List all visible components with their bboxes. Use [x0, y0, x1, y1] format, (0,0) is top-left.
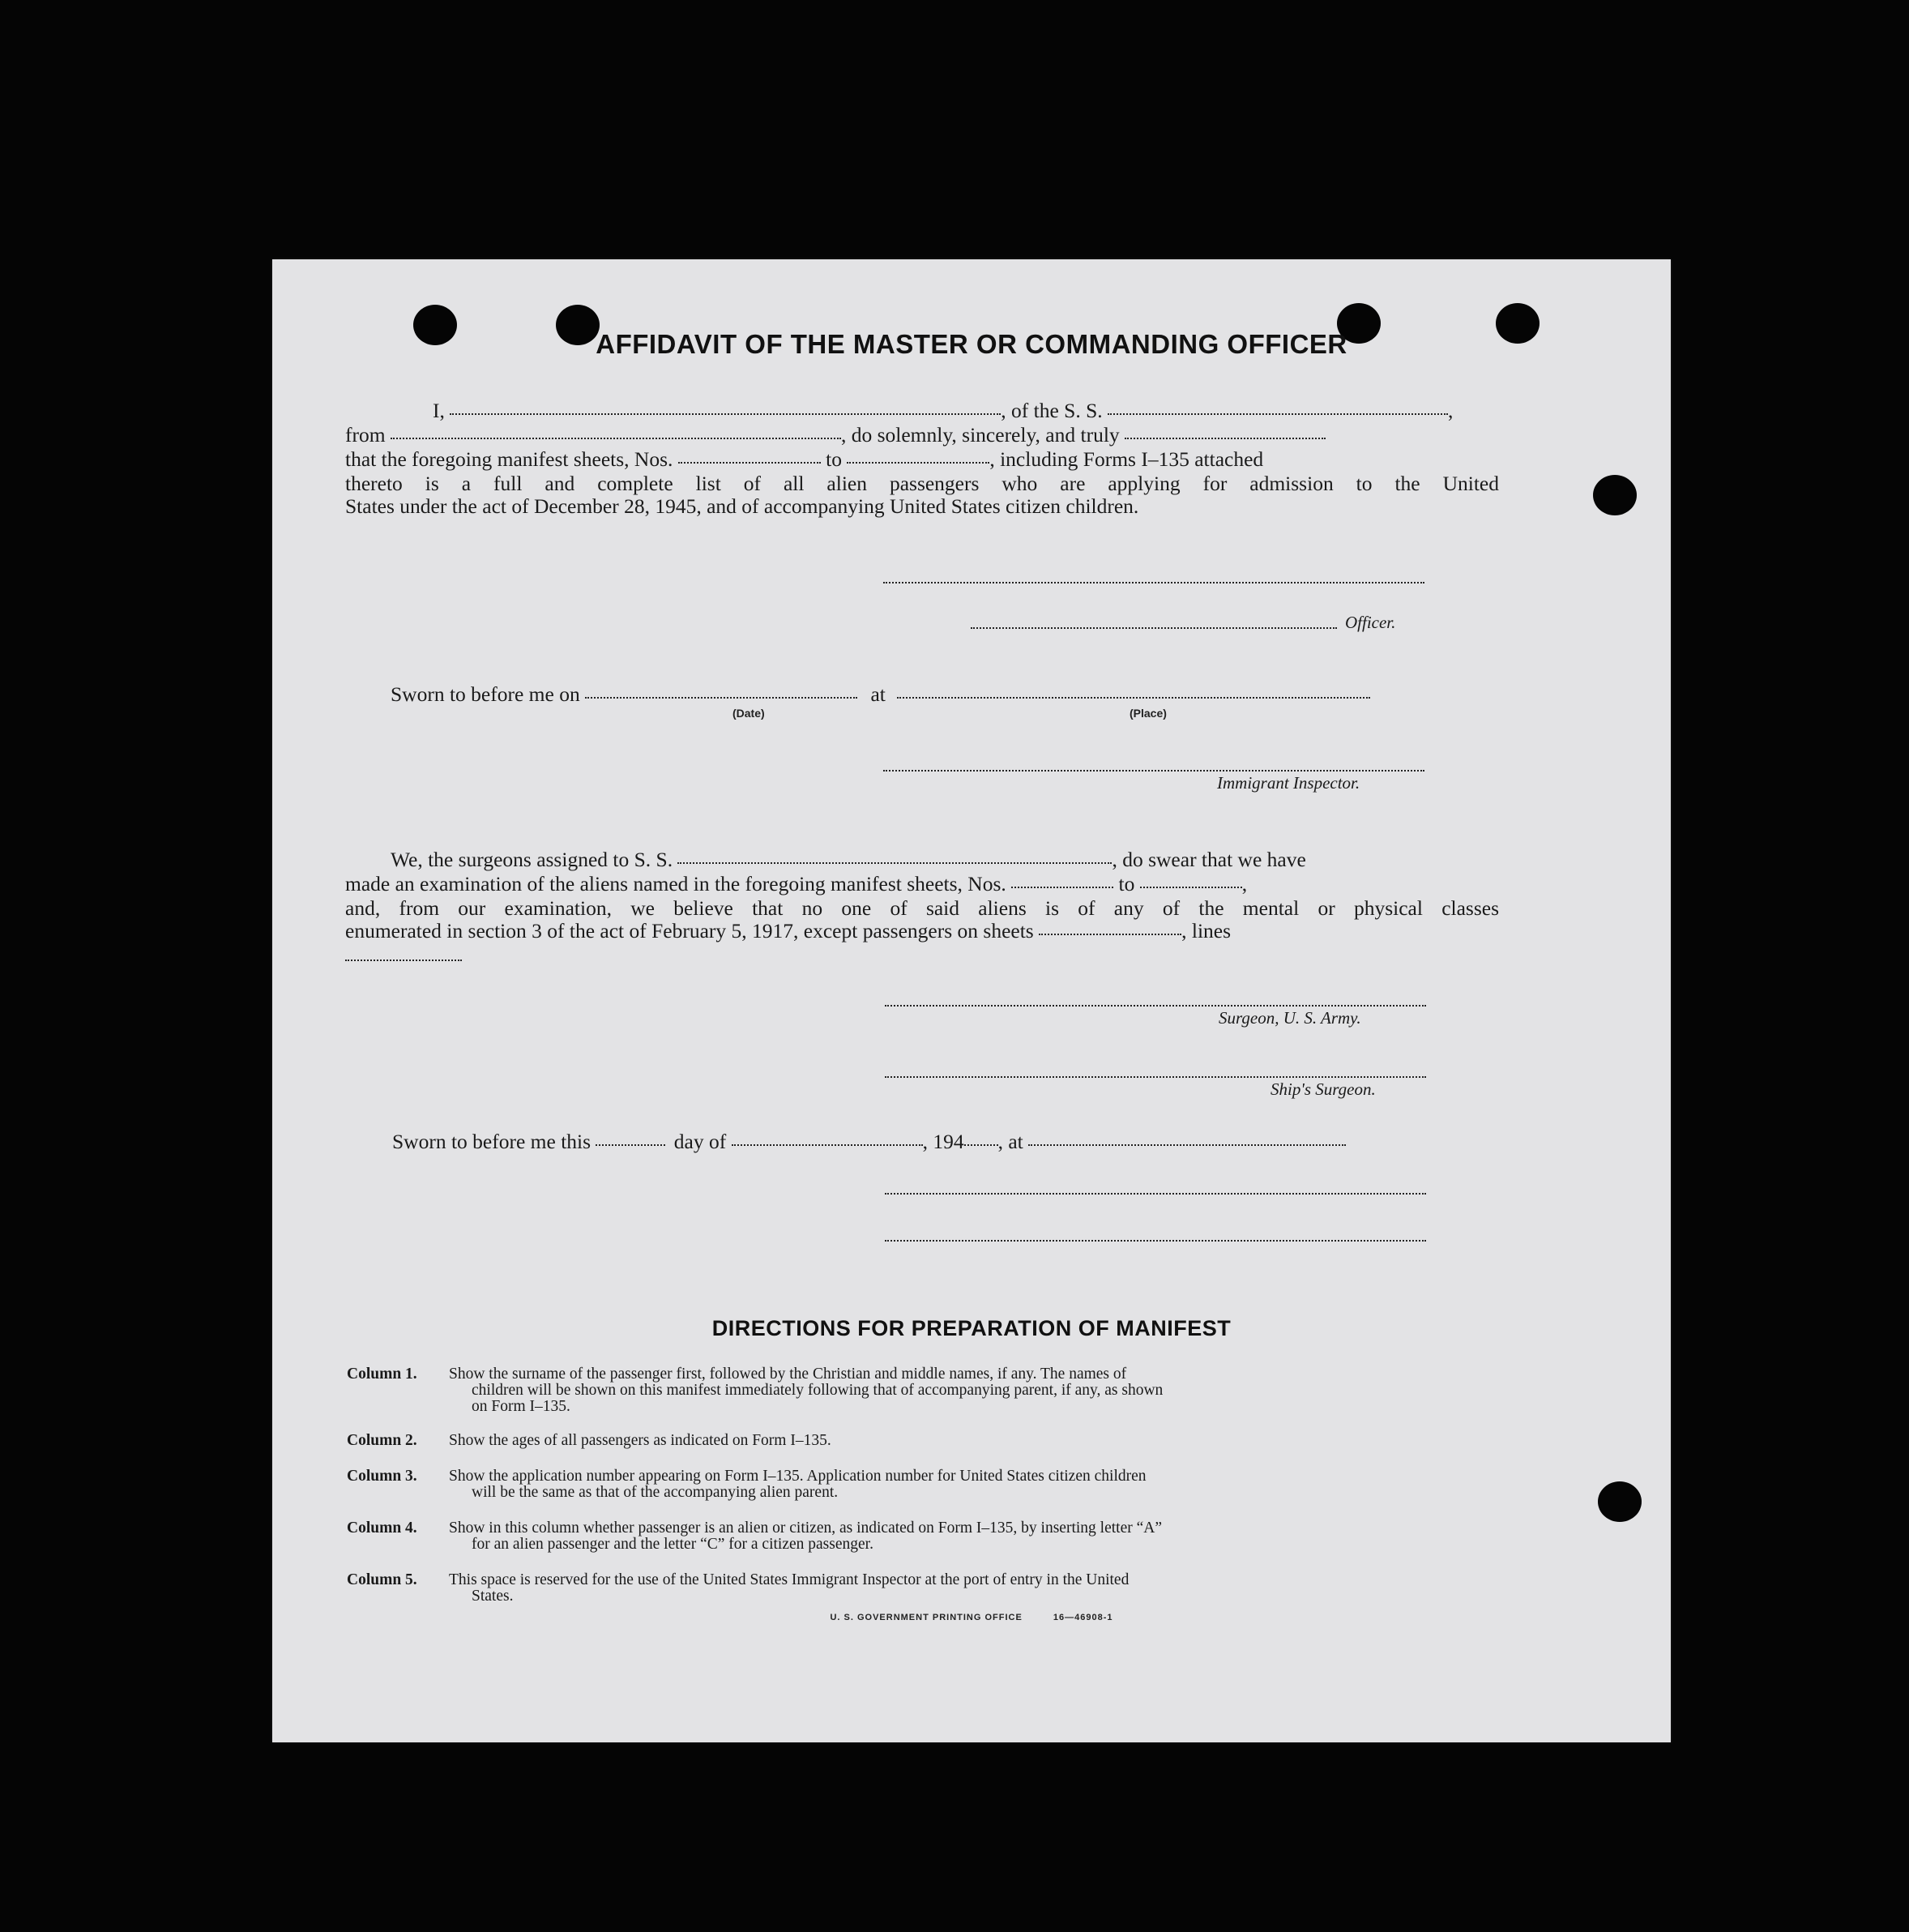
direction-column-2 [347, 1433, 1497, 1449]
text: to [1118, 872, 1135, 895]
text: , including Forms I–135 attached [989, 447, 1264, 471]
text: , at [997, 1130, 1023, 1153]
officer-signature-line[interactable] [971, 627, 1337, 629]
text: We, the surgeons assigned to S. S. [391, 848, 673, 871]
army-surgeon-signature-line[interactable] [885, 1005, 1426, 1007]
printer-footer [272, 1613, 1671, 1622]
sworn-month-field[interactable] [732, 1143, 923, 1146]
column-label: Column 4. [347, 1520, 417, 1537]
sheet-to-field[interactable] [847, 461, 989, 464]
date-label: (Date) [732, 707, 765, 720]
text: , of the S. S. [1001, 399, 1103, 422]
direction-column-3 [347, 1468, 1497, 1501]
affidavit-line-1 [387, 399, 1541, 423]
place-label: (Place) [1130, 707, 1167, 720]
text: , 194 [922, 1130, 964, 1153]
inspector-signature-line[interactable] [883, 770, 1424, 772]
departure-port-field[interactable] [391, 437, 841, 439]
text: Sworn to before me on [391, 682, 580, 706]
surgeons-line-2 [345, 872, 1247, 896]
sworn-line-1 [391, 682, 1370, 707]
direction-column-4 [347, 1520, 1497, 1553]
oath-field[interactable] [1125, 437, 1326, 439]
column-label: Column 5. [347, 1571, 417, 1588]
punch-hole [1598, 1481, 1642, 1522]
sworn-day-field[interactable] [596, 1143, 665, 1146]
text: , [1241, 872, 1248, 895]
text: Sworn to before me this [392, 1130, 591, 1153]
direction-text [449, 1366, 1497, 1415]
text: I, [433, 399, 445, 422]
ship-name-field[interactable] [1108, 412, 1448, 415]
official-signature-line[interactable] [885, 1193, 1426, 1195]
direction-line: This space is reserved for the use of the United States Immigrant Inspector at the port of entry in the United [449, 1571, 1130, 1588]
direction-column-5 [347, 1572, 1497, 1605]
sheet-from-field[interactable] [678, 461, 821, 464]
direction-text [449, 1520, 1497, 1553]
inspector-caption: Immigrant Inspector. [1217, 773, 1360, 793]
ship-surgeon-signature-line[interactable] [885, 1076, 1426, 1078]
direction-text [449, 1468, 1497, 1501]
text: enumerated in section 3 of the act of February 5, 1917, except passengers on sheets [345, 919, 1034, 942]
text: day of [673, 1130, 727, 1153]
column-label: Column 2. [347, 1432, 417, 1449]
affidavit-title: AFFIDAVIT OF THE MASTER OR COMMANDING OFFICER [596, 329, 1347, 359]
sworn-line-2 [392, 1130, 1346, 1154]
direction-line: Show in this column whether passenger is an alien or citizen, as indicated on Form I–135, by inserting letter “A” [449, 1520, 1162, 1537]
direction-text [449, 1572, 1497, 1605]
column-label: Column 3. [347, 1468, 417, 1485]
except-sheets-field[interactable] [1039, 933, 1181, 935]
direction-text [449, 1433, 1497, 1449]
officer-caption: Officer. [1345, 613, 1396, 632]
text: , [1448, 399, 1454, 422]
punch-hole [1593, 475, 1637, 515]
sworn-place-field[interactable] [897, 696, 1370, 699]
surgeons-line-3: and, from our examination, we believe that no one of said aliens is of any of the mental or physical classes [345, 896, 1499, 920]
direction-line: on Form I–135. [472, 1398, 570, 1415]
sworn-year-field[interactable] [964, 1143, 998, 1146]
direction-line: Show the application number appearing on Form I–135. Application number for United States citizen children [449, 1468, 1147, 1485]
affidavit-line-4: thereto is a full and complete list of all alien passengers who are applying for admission to the United [345, 472, 1499, 495]
form-code: 16—46908-1 [1053, 1613, 1113, 1622]
text: made an examination of the aliens named in the foregoing manifest sheets, Nos. [345, 872, 1006, 895]
direction-line: for an alien passenger and the letter “C” for a citizen passenger. [472, 1536, 873, 1553]
direction-line: children will be shown on this manifest immediately following that of accompanying parent, if any, as shown [472, 1382, 1164, 1399]
direction-line: Show the surname of the passenger first, followed by the Christian and middle names, if any. The names of [449, 1366, 1127, 1383]
text: at [870, 682, 886, 706]
surgeons-line-4 [345, 919, 1231, 943]
surgeons-line-1 [391, 848, 1306, 872]
column-label: Column 1. [347, 1366, 417, 1383]
surgeon-sheet-from-field[interactable] [1011, 886, 1113, 888]
text: that the foregoing manifest sheets, Nos. [345, 447, 673, 471]
official-title-line[interactable] [885, 1240, 1426, 1242]
sworn-location-field[interactable] [1028, 1143, 1346, 1146]
text: to [826, 447, 842, 471]
master-name-field[interactable] [450, 412, 1001, 415]
surgeon-sheet-to-field[interactable] [1140, 886, 1242, 888]
text: , lines [1181, 919, 1232, 942]
sworn-date-field[interactable] [585, 696, 857, 699]
army-surgeon-caption: Surgeon, U. S. Army. [1219, 1008, 1361, 1028]
direction-line: Show the ages of all passengers as indicated on Form I–135. [449, 1432, 831, 1449]
direction-line: States. [472, 1588, 514, 1605]
ship-surgeon-caption: Ship's Surgeon. [1271, 1079, 1376, 1099]
text: from [345, 423, 386, 447]
affidavit-line-3 [345, 447, 1263, 472]
affidavit-line-5: States under the act of December 28, 1945, and of accompanying United States citizen children. [345, 494, 1139, 518]
directions-title: DIRECTIONS FOR PREPARATION OF MANIFEST [711, 1316, 1232, 1340]
form-sheet [272, 259, 1671, 1742]
direction-column-1 [347, 1366, 1497, 1415]
affidavit-line-2 [345, 423, 1326, 447]
except-lines-field[interactable] [345, 960, 462, 961]
text: , do solemnly, sincerely, and truly [840, 423, 1120, 447]
master-signature-line[interactable] [883, 582, 1424, 583]
surgeon-ship-field[interactable] [677, 861, 1112, 864]
text: , do swear that we have [1112, 848, 1306, 871]
direction-line: will be the same as that of the accompanying alien parent. [472, 1484, 839, 1501]
printer-name: U. S. GOVERNMENT PRINTING OFFICE [830, 1613, 1023, 1622]
